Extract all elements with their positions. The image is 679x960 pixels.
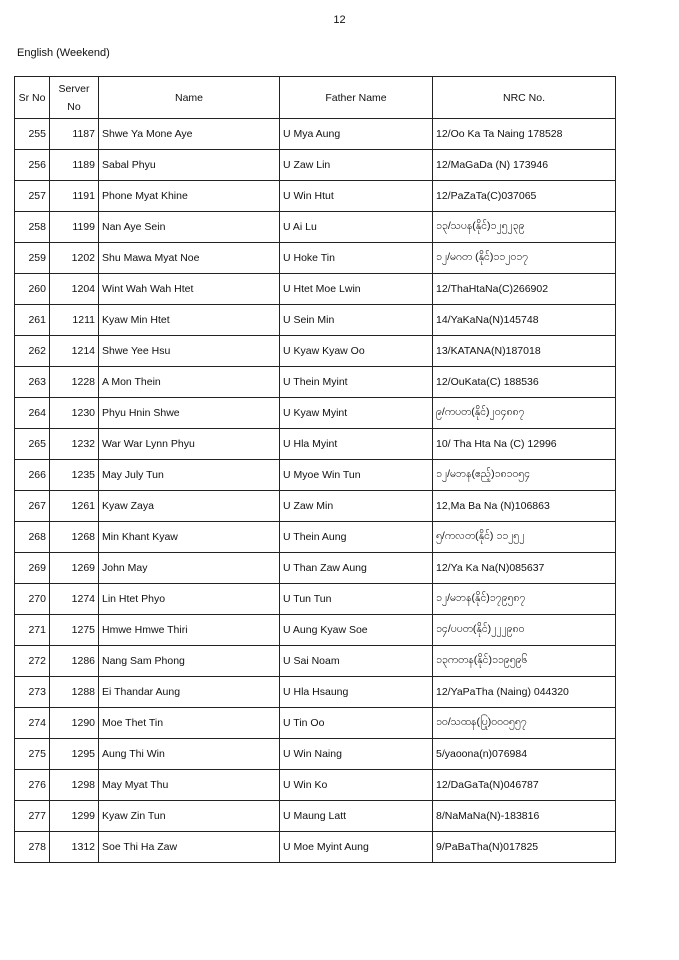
cell-name: May Myat Thu — [99, 770, 280, 801]
header-father-name: Father Name — [280, 77, 433, 119]
cell-server-no: 1211 — [50, 305, 99, 336]
cell-server-no: 1298 — [50, 770, 99, 801]
cell-name: A Mon Thein — [99, 367, 280, 398]
cell-server-no: 1204 — [50, 274, 99, 305]
page-number: 12 — [333, 14, 346, 26]
header-sr-no: Sr No — [15, 77, 50, 119]
cell-nrc-no: ၁၄/ပပတ(နိုင်)၂၂၂၉၈၀ — [433, 615, 616, 646]
cell-name: Phyu Hnin Shwe — [99, 398, 280, 429]
cell-sr-no: 257 — [15, 181, 50, 212]
cell-father-name: U Thein Myint — [280, 367, 433, 398]
cell-nrc-no: 12/MaGaDa (N) 173946 — [433, 150, 616, 181]
cell-sr-no: 271 — [15, 615, 50, 646]
cell-father-name: U Aung Kyaw Soe — [280, 615, 433, 646]
cell-server-no: 1269 — [50, 553, 99, 584]
cell-name: Wint Wah Wah Htet — [99, 274, 280, 305]
cell-server-no: 1274 — [50, 584, 99, 615]
cell-father-name: U Hla Hsaung — [280, 677, 433, 708]
table-row — [15, 677, 616, 708]
cell-sr-no: 265 — [15, 429, 50, 460]
cell-name: Kyaw Zaya — [99, 491, 280, 522]
cell-sr-no: 268 — [15, 522, 50, 553]
cell-server-no: 1189 — [50, 150, 99, 181]
table-row — [15, 305, 616, 336]
cell-nrc-no: 5/yaoona(n)076984 — [433, 739, 616, 770]
cell-sr-no: 256 — [15, 150, 50, 181]
table-row — [15, 429, 616, 460]
header-server-no-line2: No — [67, 100, 81, 113]
cell-sr-no: 267 — [15, 491, 50, 522]
cell-father-name: U Mya Aung — [280, 119, 433, 150]
table-row — [15, 770, 616, 801]
cell-server-no: 1268 — [50, 522, 99, 553]
cell-nrc-no: 12/DaGaTa(N)046787 — [433, 770, 616, 801]
cell-sr-no: 269 — [15, 553, 50, 584]
cell-sr-no: 274 — [15, 708, 50, 739]
cell-name: Shwe Yee Hsu — [99, 336, 280, 367]
cell-father-name: U Sai Noam — [280, 646, 433, 677]
cell-server-no: 1187 — [50, 119, 99, 150]
student-table — [14, 76, 616, 863]
cell-father-name: U Tun Tun — [280, 584, 433, 615]
cell-server-no: 1202 — [50, 243, 99, 274]
cell-nrc-no: ၉/ကပတ(နိုင်)၂၀၄၈၈၇ — [433, 398, 616, 429]
table-row — [15, 243, 616, 274]
cell-father-name: U Moe Myint Aung — [280, 832, 433, 863]
cell-nrc-no: 10/ Tha Hta Na (C) 12996 — [433, 429, 616, 460]
cell-father-name: U Zaw Min — [280, 491, 433, 522]
cell-nrc-no: 12,Ma Ba Na (N)106863 — [433, 491, 616, 522]
cell-father-name: U Sein Min — [280, 305, 433, 336]
cell-father-name: U Win Ko — [280, 770, 433, 801]
cell-nrc-no: ၁၃/သပန(နိုင်)၁၂၅၂၃၉ — [433, 212, 616, 243]
cell-father-name: U Hoke Tin — [280, 243, 433, 274]
table-row — [15, 212, 616, 243]
header-name: Name — [99, 77, 280, 119]
cell-nrc-no: ၁၂/မဘန(နိုင်)၁၇၉၅၈၇ — [433, 584, 616, 615]
cell-father-name: U Ai Lu — [280, 212, 433, 243]
cell-name: Aung Thi Win — [99, 739, 280, 770]
cell-nrc-no: ၁၃ကတန(နိုင်)၁၁၉၅၉၆ — [433, 646, 616, 677]
cell-server-no: 1232 — [50, 429, 99, 460]
table-row — [15, 150, 616, 181]
table-row — [15, 584, 616, 615]
table-row — [15, 181, 616, 212]
cell-server-no: 1199 — [50, 212, 99, 243]
cell-sr-no: 259 — [15, 243, 50, 274]
cell-nrc-no: 9/PaBaTha(N)017825 — [433, 832, 616, 863]
cell-nrc-no: 12/OuKata(C) 188536 — [433, 367, 616, 398]
cell-nrc-no: ၁၂/မဘန(ဧည့်)၁၈၁၀၅၄ — [433, 460, 616, 491]
cell-nrc-no: ၁၂/မဂတ (နိုင်)၁၁၂၀၁၇ — [433, 243, 616, 274]
cell-father-name: U Hla Myint — [280, 429, 433, 460]
cell-server-no: 1295 — [50, 739, 99, 770]
cell-nrc-no: 14/YaKaNa(N)145748 — [433, 305, 616, 336]
cell-name: Moe Thet Tin — [99, 708, 280, 739]
cell-name: Nang Sam Phong — [99, 646, 280, 677]
cell-sr-no: 275 — [15, 739, 50, 770]
cell-name: Nan Aye Sein — [99, 212, 280, 243]
cell-name: Shwe Ya Mone Aye — [99, 119, 280, 150]
table-row — [15, 119, 616, 150]
cell-nrc-no: 12/YaPaTha (Naing) 044320 — [433, 677, 616, 708]
cell-server-no: 1228 — [50, 367, 99, 398]
table-row — [15, 739, 616, 770]
cell-nrc-no: ၁၀/သထန(ပြု)၀၀၀၅၅၇ — [433, 708, 616, 739]
table-row — [15, 274, 616, 305]
cell-father-name: U Htet Moe Lwin — [280, 274, 433, 305]
cell-sr-no: 272 — [15, 646, 50, 677]
cell-father-name: U Win Naing — [280, 739, 433, 770]
cell-sr-no: 273 — [15, 677, 50, 708]
cell-name: Lin Htet Phyo — [99, 584, 280, 615]
table-row — [15, 336, 616, 367]
cell-name: War War Lynn Phyu — [99, 429, 280, 460]
table-row — [15, 646, 616, 677]
cell-sr-no: 258 — [15, 212, 50, 243]
cell-father-name: U Maung Latt — [280, 801, 433, 832]
cell-name: Ei Thandar Aung — [99, 677, 280, 708]
table-row — [15, 491, 616, 522]
cell-name: Sabal Phyu — [99, 150, 280, 181]
cell-sr-no: 270 — [15, 584, 50, 615]
cell-sr-no: 277 — [15, 801, 50, 832]
cell-server-no: 1275 — [50, 615, 99, 646]
cell-server-no: 1230 — [50, 398, 99, 429]
cell-sr-no: 261 — [15, 305, 50, 336]
cell-server-no: 1288 — [50, 677, 99, 708]
cell-sr-no: 260 — [15, 274, 50, 305]
header-nrc-no: NRC No. — [433, 77, 616, 119]
table-row — [15, 615, 616, 646]
table-body — [15, 119, 616, 863]
table-row — [15, 460, 616, 491]
table-row — [15, 553, 616, 584]
header-server-no-line1: Server — [58, 82, 90, 95]
cell-name: Shu Mawa Myat Noe — [99, 243, 280, 274]
cell-server-no: 1299 — [50, 801, 99, 832]
cell-server-no: 1290 — [50, 708, 99, 739]
cell-name: Soe Thi Ha Zaw — [99, 832, 280, 863]
cell-nrc-no: 12/PaZaTa(C)037065 — [433, 181, 616, 212]
table-row — [15, 832, 616, 863]
cell-name: Kyaw Min Htet — [99, 305, 280, 336]
cell-nrc-no: 12/ThaHtaNa(C)266902 — [433, 274, 616, 305]
cell-father-name: U Myoe Win Tun — [280, 460, 433, 491]
cell-sr-no: 263 — [15, 367, 50, 398]
cell-name: Min Khant Kyaw — [99, 522, 280, 553]
cell-nrc-no: 12/Ya Ka Na(N)085637 — [433, 553, 616, 584]
cell-server-no: 1312 — [50, 832, 99, 863]
cell-name: Kyaw Zin Tun — [99, 801, 280, 832]
cell-nrc-no: 8/NaMaNa(N)-183816 — [433, 801, 616, 832]
header-server-no — [50, 77, 99, 119]
cell-server-no: 1286 — [50, 646, 99, 677]
cell-father-name: U Kyaw Kyaw Oo — [280, 336, 433, 367]
cell-father-name: U Win Htut — [280, 181, 433, 212]
table-row — [15, 801, 616, 832]
cell-father-name: U Thein Aung — [280, 522, 433, 553]
table-row — [15, 522, 616, 553]
cell-server-no: 1261 — [50, 491, 99, 522]
cell-server-no: 1191 — [50, 181, 99, 212]
cell-nrc-no: ၅/ကလတ(နိုင်) ၁၁၂၅၂ — [433, 522, 616, 553]
cell-nrc-no: 12/Oo Ka Ta Naing 178528 — [433, 119, 616, 150]
cell-server-no: 1235 — [50, 460, 99, 491]
table-header-row — [15, 77, 616, 119]
cell-sr-no: 264 — [15, 398, 50, 429]
table-row — [15, 398, 616, 429]
section-title: English (Weekend) — [17, 47, 110, 59]
cell-sr-no: 266 — [15, 460, 50, 491]
cell-father-name: U Zaw Lin — [280, 150, 433, 181]
cell-father-name: U Kyaw Myint — [280, 398, 433, 429]
cell-sr-no: 255 — [15, 119, 50, 150]
cell-name: John May — [99, 553, 280, 584]
cell-server-no: 1214 — [50, 336, 99, 367]
cell-father-name: U Than Zaw Aung — [280, 553, 433, 584]
cell-nrc-no: 13/KATANA(N)187018 — [433, 336, 616, 367]
cell-father-name: U Tin Oo — [280, 708, 433, 739]
cell-name: Phone Myat Khine — [99, 181, 280, 212]
cell-sr-no: 278 — [15, 832, 50, 863]
cell-sr-no: 262 — [15, 336, 50, 367]
table-row — [15, 708, 616, 739]
cell-sr-no: 276 — [15, 770, 50, 801]
table-row — [15, 367, 616, 398]
cell-name: Hmwe Hmwe Thiri — [99, 615, 280, 646]
cell-name: May July Tun — [99, 460, 280, 491]
